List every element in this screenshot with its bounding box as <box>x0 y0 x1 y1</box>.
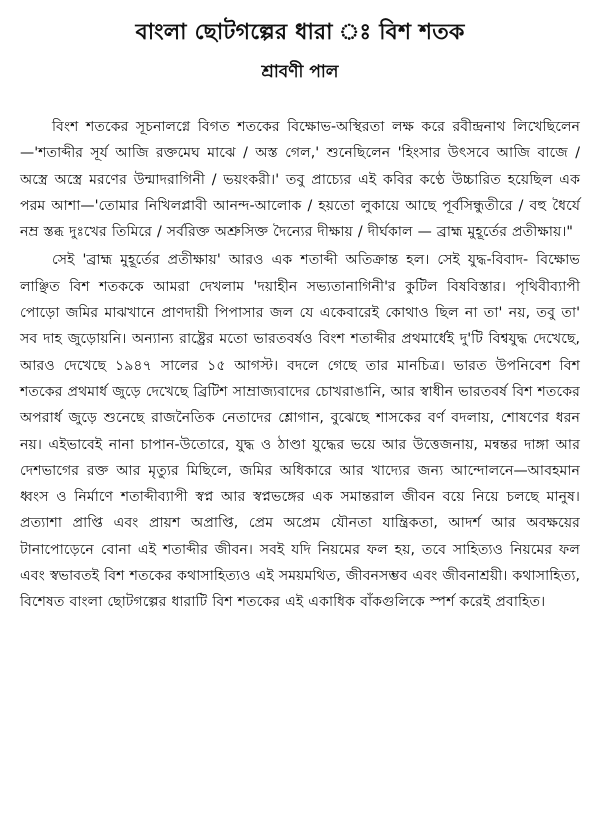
paragraph-1: বিংশ শতকের সূচনালগ্নে বিগত শতকের বিক্ষোভ-অস্থিরতা লক্ষ করে রবীন্দ্রনাথ লিখেছিলেন—'শতাব্দীর সূর্য আজি রক্তমেঘ মাঝে / অস্ত গেল,' শুনেছিলেন 'হিংসার উৎসবে আজি বাজে / অস্ত্রে অস্ত্রে মরণের উন্মাদরাগিনী / ভয়ংকরী।' তবু প্রাচ্যের এই কবির কণ্ঠে উচ্চারিত হয়েছিল এক পরম আশা—'তোমার নিখিলপ্লাবী আনন্দ-আলোক / হয়তো লুকায়ে আছে পূর্বসিন্ধুতীরে / বহু ধৈর্যে নম্র স্তব্ধ দুঃখের তিমিরে / সর্বরিক্ত অশ্রুসিক্ত দৈন্যের দীক্ষায় / দীর্ঘকাল — ব্রাহ্ম মুহূর্তের প্রতীক্ষায়।" <box>20 119 580 241</box>
paragraph-2: সেই 'ব্রাহ্ম মুহূর্তের প্রতীক্ষায়' আরও এক শতাব্দী অতিক্রান্ত হল। সেই যুদ্ধ-বিবাদ- বিক্ষোভ লাঞ্ছিত বিশ শতককে আমরা দেখলাম 'দয়াহীন সভ্যতানাগিনী'র কুটিল বিষবিস্তার। পৃথিবীব্যাপী পোড়ো জমির মাঝখানে প্রাণদায়ী পিপাসার জল যে একেবারেই কোথাও ছিল না তা' নয়, তবু তা' সব দাহ জুড়োয়নি। অন্যান্য রাষ্ট্রের মতো ভারতবর্ষও বিংশ শতাব্দীর প্রথমার্ধেই দু'টি বিশ্বযুদ্ধ দেখেছে, আরও দেখেছে ১৯৪৭ সালের ১৫ আগস্ট। বদলে গেছে তার মানচিত্র। ভারত উপনিবেশ বিশ শতকের প্রথমার্ধ জুড়ে দেখেছে ব্রিটিশ সাম্রাজ্যবাদের চোখরাঙানি, আর স্বাধীন ভারতবর্ষ বিশ শতকের অপরার্ধ জুড়ে শুনেছে রাজনৈতিক নেতাদের শ্লোগান, বুঝেছে শাসকের বর্ণ বদলায়, শোষণের ধরন নয়। এইভাবেই নানা চাপান-উতোরে, যুদ্ধ ও ঠাণ্ডা যুদ্ধের ভয়ে আর উত্তেজনায়, মন্বন্তর দাঙ্গা আর দেশভাগের রক্ত আর মৃত্যুর মিছিলে, জমির অধিকারে আর খাদ্যের জন্য আন্দোলনে—আবহমান ধ্বংস ও নির্মাণে শতাব্দীব্যাপী স্বপ্ন আর স্বপ্নভঙ্গের এক সমান্তরাল জীবন বয়ে নিয়ে চলছে মানুষ। প্রত্যাশা প্রাপ্তি এবং প্রায়শ অপ্রাপ্তি, প্রেম অপ্রেম যৌনতা যান্ত্রিকতা, আদর্শ আর অবক্ষয়ের টানাপোড়েনে বোনা এই শতাব্দীর জীবন। সবই যদি নিয়মের ফল হয়, তবে সাহিত্যও নিয়মের ফল এবং স্বভাবতই বিশ শতকের কথাসাহিত্যও এই সময়মথিত, জীবনসম্ভব এবং জীবনাশ্রয়ী। কথাসাহিত্য, বিশেষত বাংলা ছোটগল্পের ধারাটি বিশ শতকের এই একাধিক বাঁকগুলিকে স্পর্শ করেই প্রবাহিত। <box>20 252 580 611</box>
page-title: বাংলা ছোটগল্পের ধারা ঃ বিশ শতক <box>135 20 465 45</box>
author-name: শ্রাবণী পাল <box>261 62 339 82</box>
body-text <box>20 114 580 616</box>
